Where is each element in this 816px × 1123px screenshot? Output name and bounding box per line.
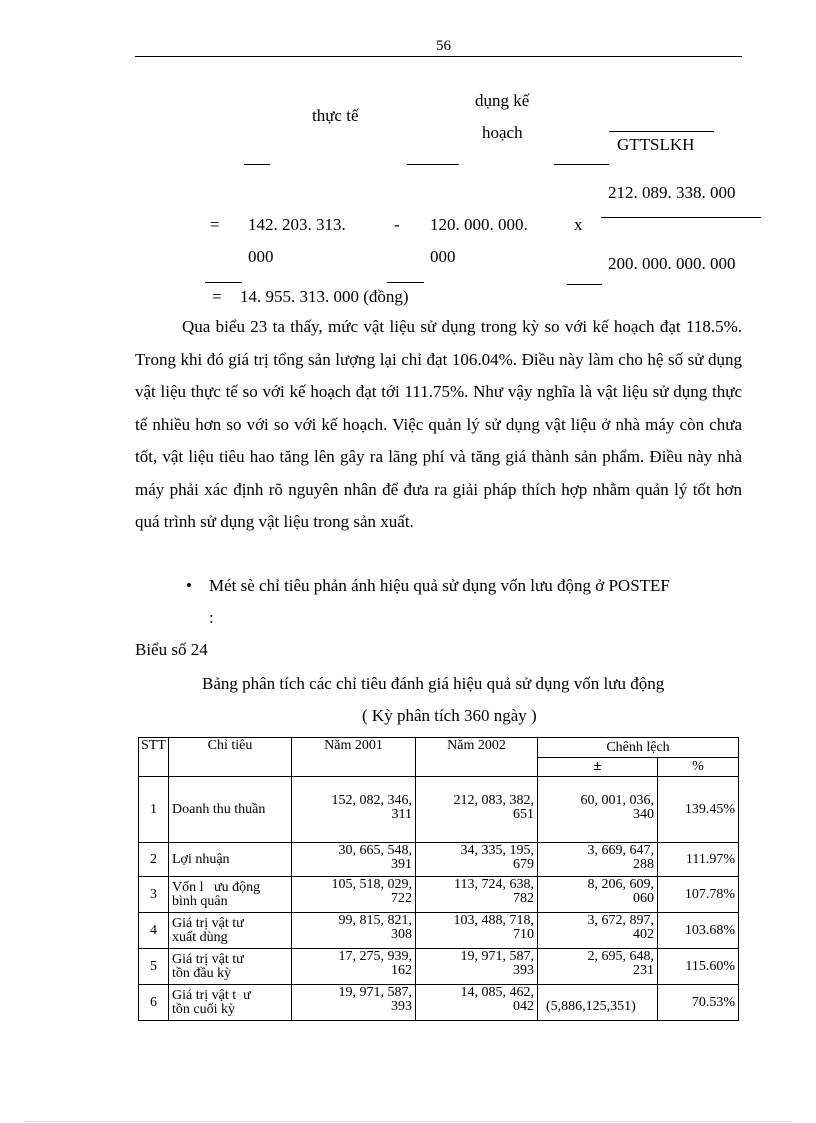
table-row xyxy=(139,777,739,843)
bullet-dot: • xyxy=(186,576,192,595)
row-2001 xyxy=(292,985,416,1021)
value-line: 17, 275, 939, xyxy=(338,949,412,964)
formula-result: 14. 955. 313. 000 (đồng) xyxy=(240,287,409,306)
row-2001 xyxy=(292,913,416,949)
formula-rule xyxy=(205,282,242,283)
table-row xyxy=(139,985,739,1021)
value-line: 103, 488, 718, xyxy=(453,913,534,928)
indicator-line: Vốn l ưu động xyxy=(172,879,261,895)
row-2001 xyxy=(292,777,416,843)
value-line: 14, 085, 462, xyxy=(460,985,534,1000)
indicator-line: tồn cuối kỳ xyxy=(172,1001,235,1017)
value-line: 042 xyxy=(513,999,534,1014)
table-title: Bảng phân tích các chỉ tiêu đánh giá hiệu quả sử dụng vốn lưu động xyxy=(202,674,665,693)
row-2002 xyxy=(416,843,538,877)
row-indicator xyxy=(169,877,292,913)
value-line: 288 xyxy=(633,857,654,872)
value-line: 060 xyxy=(633,891,654,906)
formula-fraction-bar xyxy=(601,217,761,218)
value-line: 99, 815, 821, xyxy=(338,913,412,928)
row-pct: 139.45% xyxy=(658,777,739,843)
table-label: Biểu số 24 xyxy=(135,640,208,659)
row-pct: 107.78% xyxy=(658,877,739,913)
header-rule xyxy=(135,56,742,57)
header-year-2001: Năm 2001 xyxy=(292,738,416,777)
row-diff xyxy=(538,949,658,985)
formula-minus: - xyxy=(394,215,400,234)
formula-col-actual: thực tế xyxy=(312,106,359,125)
efficiency-table xyxy=(138,737,739,1021)
row-indicator xyxy=(169,985,292,1021)
row-indicator xyxy=(169,913,292,949)
value-line: 679 xyxy=(513,857,534,872)
formula-rule xyxy=(407,164,459,165)
indicator-line: Doanh thu thuần xyxy=(172,801,266,817)
indicator-line: tồn đầu kỳ xyxy=(172,965,232,981)
formula-equals: = xyxy=(210,215,220,234)
row-diff xyxy=(538,913,658,949)
value-line: 710 xyxy=(513,927,534,942)
value-line: 651 xyxy=(513,807,534,822)
formula-numerator: 212. 089. 338. 000 xyxy=(608,183,736,202)
header-year-2002: Năm 2002 xyxy=(416,738,538,777)
indicator-line: Giá trị vật tư xyxy=(172,915,244,931)
header-plus-minus: ± xyxy=(538,758,658,777)
table-row xyxy=(139,843,739,877)
row-stt: 4 xyxy=(139,913,169,949)
value-line: 19, 971, 587, xyxy=(338,985,412,1000)
value-line: 152, 082, 346, xyxy=(331,793,412,808)
value-line: 393 xyxy=(391,999,412,1014)
row-pct: 103.68% xyxy=(658,913,739,949)
value-line: 340 xyxy=(633,807,654,822)
indicator-line: xuất dùng xyxy=(172,929,228,945)
row-pct: 70.53% xyxy=(658,985,739,1021)
formula-result-equals: = xyxy=(212,287,222,306)
value-line: 3, 672, 897, xyxy=(587,913,654,928)
row-stt: 3 xyxy=(139,877,169,913)
value-line: 3, 669, 647, xyxy=(587,843,654,858)
value-line: 34, 335, 195, xyxy=(460,843,534,858)
value-line: 105, 518, 029, xyxy=(331,877,412,892)
formula-actual-value-2: 000 xyxy=(248,247,274,266)
row-indicator xyxy=(169,949,292,985)
formula-col-plan-1: dụng kế xyxy=(475,91,530,110)
row-stt: 2 xyxy=(139,843,169,877)
value-line: 391 xyxy=(391,857,412,872)
page-number: 56 xyxy=(436,38,451,54)
table-row xyxy=(139,949,739,985)
row-2001 xyxy=(292,949,416,985)
row-2002 xyxy=(416,777,538,843)
table-subtitle: ( Kỳ phân tích 360 ngày ) xyxy=(362,706,537,725)
value-line: 19, 971, 587, xyxy=(460,949,534,964)
value-line: 30, 665, 548, xyxy=(338,843,412,858)
value-line: 308 xyxy=(391,927,412,942)
row-diff xyxy=(538,777,658,843)
row-indicator xyxy=(169,777,292,843)
header-indicator: Chỉ tiêu xyxy=(169,738,292,777)
row-pct: 115.60% xyxy=(658,949,739,985)
bullet-text: Mét sè chỉ tiêu phản ánh hiệu quả sử dụng vốn lưu động ở POSTEF xyxy=(209,576,670,595)
header-difference: Chênh lệch xyxy=(538,738,739,758)
header-percent: % xyxy=(658,758,739,777)
value-line: 60, 001, 036, xyxy=(580,793,654,808)
formula-col-plan-2: hoạch xyxy=(482,123,523,142)
indicator-line: Giá trị vật tư xyxy=(172,951,244,967)
indicator-line: Giá trị vật t ư xyxy=(172,987,251,1003)
formula-rule xyxy=(554,164,609,165)
formula-rule xyxy=(387,282,424,283)
value-line: 782 xyxy=(513,891,534,906)
row-2002 xyxy=(416,985,538,1021)
formula-rule xyxy=(609,131,714,132)
row-diff xyxy=(538,843,658,877)
row-2002 xyxy=(416,949,538,985)
formula-rule xyxy=(567,284,602,285)
row-2001 xyxy=(292,843,416,877)
value-line: 212, 083, 382, xyxy=(453,793,534,808)
formula-actual-value-1: 142. 203. 313. xyxy=(248,215,346,234)
indicator-line: bình quân xyxy=(172,893,228,909)
value-line: 311 xyxy=(391,807,412,822)
value-line: 2, 695, 648, xyxy=(587,949,654,964)
value-line: 113, 724, 638, xyxy=(454,877,534,892)
formula-rule xyxy=(244,164,270,165)
row-2002 xyxy=(416,913,538,949)
row-pct: 111.97% xyxy=(658,843,739,877)
row-stt: 6 xyxy=(139,985,169,1021)
value-line xyxy=(546,986,654,1000)
row-stt: 5 xyxy=(139,949,169,985)
row-2001 xyxy=(292,877,416,913)
value-line: 8, 206, 609, xyxy=(587,877,654,892)
formula-col-gttslkh: GTTSLKH xyxy=(617,135,695,154)
indicator-line: Lợi nhuận xyxy=(172,851,230,867)
row-2002 xyxy=(416,877,538,913)
formula-times: x xyxy=(574,215,583,234)
row-indicator xyxy=(169,843,292,877)
formula-denominator: 200. 000. 000. 000 xyxy=(608,254,736,273)
row-diff xyxy=(538,877,658,913)
value-line: 162 xyxy=(391,963,412,978)
table-row xyxy=(139,913,739,949)
formula-plan-value-2: 000 xyxy=(430,247,456,266)
row-diff xyxy=(538,985,658,1021)
value-line: 231 xyxy=(633,963,654,978)
value-line: 402 xyxy=(633,927,654,942)
header-stt: STT xyxy=(139,738,169,777)
footer-rule xyxy=(24,1121,792,1122)
row-stt: 1 xyxy=(139,777,169,843)
value-line: 722 xyxy=(391,891,412,906)
value-line: 393 xyxy=(513,963,534,978)
table-row xyxy=(139,877,739,913)
analysis-paragraph: Qua biểu 23 ta thấy, mức vật liệu sử dụng trong kỳ so với kế hoạch đạt 118.5%. Trong khi đó giá trị tổng sản lượng lại chỉ đạt 106.04%. Điều này làm cho hệ số sử dụng vật liệu thực tế so với kế hoạch đạt tới 111.75%. Như vậy nghĩa là vật liệu sử dụng thực tế nhiều hơn so với so với kế hoạch. Việc quản lý sử dụng vật liệu ở nhà máy còn chưa tốt, vật liệu tiêu hao tăng lên gây ra lãng phí và tăng giá thành sản phẩm. Điều này nhà máy phải xác định rõ nguyên nhân để đưa ra giải pháp thích hợp nhằm quản lý tốt hơn quá trình sử dụng vật liệu trong sản xuất. xyxy=(135,317,742,531)
bullet-colon: : xyxy=(209,608,214,627)
value-line: (5,886,125,351) xyxy=(546,999,636,1014)
formula-plan-value-1: 120. 000. 000. xyxy=(430,215,528,234)
